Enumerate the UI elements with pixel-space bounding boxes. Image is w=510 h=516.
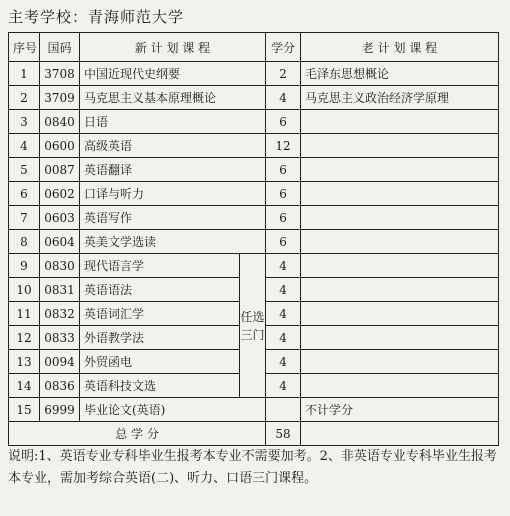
cell-credit: 6	[266, 206, 301, 230]
cell-old-course	[301, 326, 499, 350]
cell-old-course	[301, 206, 499, 230]
cell-credit: 4	[266, 86, 301, 110]
cell-course: 口译与听力	[80, 182, 266, 206]
cell-old-course	[301, 350, 499, 374]
cell-credit	[266, 398, 301, 422]
cell-code: 0836	[40, 374, 80, 398]
cell-old-course	[301, 110, 499, 134]
cell-code: 0832	[40, 302, 80, 326]
table-row	[9, 62, 499, 86]
total-value: 58	[266, 422, 301, 446]
cell-code: 3708	[40, 62, 80, 86]
cell-old-course	[301, 182, 499, 206]
cell-code: 3709	[40, 86, 80, 110]
total-row	[9, 422, 499, 446]
cell-code: 0094	[40, 350, 80, 374]
cell-seq: 10	[9, 278, 40, 302]
table-row	[9, 398, 499, 422]
cell-course: 英语语法	[80, 278, 240, 302]
cell-course: 日语	[80, 110, 266, 134]
cell-seq: 8	[9, 230, 40, 254]
table-header-row	[9, 33, 499, 62]
cell-course: 英语词汇学	[80, 302, 240, 326]
cell-course: 现代语言学	[80, 254, 240, 278]
cell-seq: 9	[9, 254, 40, 278]
cell-code: 0840	[40, 110, 80, 134]
cell-seq: 2	[9, 86, 40, 110]
cell-course: 英语翻译	[80, 158, 266, 182]
cell-code: 0830	[40, 254, 80, 278]
table-row	[9, 158, 499, 182]
cell-course: 英美文学选读	[80, 230, 266, 254]
school-title: 主考学校：青海师范大学	[8, 8, 185, 26]
cell-seq: 6	[9, 182, 40, 206]
cell-seq: 7	[9, 206, 40, 230]
cell-seq: 14	[9, 374, 40, 398]
cell-old-course: 毛泽东思想概论	[301, 62, 499, 86]
cell-seq: 1	[9, 62, 40, 86]
cell-code: 0600	[40, 134, 80, 158]
cell-credit: 6	[266, 110, 301, 134]
cell-old-course	[301, 230, 499, 254]
cell-credit: 4	[266, 350, 301, 374]
cell-seq: 4	[9, 134, 40, 158]
cell-course: 毕业论文(英语)	[80, 398, 266, 422]
header-new-course: 新 计 划 课 程	[80, 33, 266, 62]
header-code: 国码	[40, 33, 80, 62]
cell-seq: 5	[9, 158, 40, 182]
cell-credit: 4	[266, 302, 301, 326]
cell-code: 0833	[40, 326, 80, 350]
header-old-course: 老 计 划 课 程	[301, 33, 499, 62]
cell-old-course	[301, 254, 499, 278]
cell-credit: 4	[266, 278, 301, 302]
cell-credit: 6	[266, 230, 301, 254]
cell-credit: 2	[266, 62, 301, 86]
cell-course: 英语科技文选	[80, 374, 240, 398]
cell-code: 0603	[40, 206, 80, 230]
cell-seq: 3	[9, 110, 40, 134]
cell-seq: 15	[9, 398, 40, 422]
cell-old-course	[301, 302, 499, 326]
cell-course: 马克思主义基本原理概论	[80, 86, 266, 110]
elective-label: 任选三门	[240, 254, 266, 398]
cell-seq: 13	[9, 350, 40, 374]
table-row	[9, 230, 499, 254]
cell-old-course	[301, 374, 499, 398]
cell-course: 高级英语	[80, 134, 266, 158]
cell-credit: 4	[266, 374, 301, 398]
cell-old-course	[301, 158, 499, 182]
cell-seq: 12	[9, 326, 40, 350]
cell-code: 0831	[40, 278, 80, 302]
cell-old-course: 马克思主义政治经济学原理	[301, 86, 499, 110]
cell-credit: 6	[266, 182, 301, 206]
cell-credit: 4	[266, 326, 301, 350]
cell-code: 0087	[40, 158, 80, 182]
cell-credit: 12	[266, 134, 301, 158]
header-credit: 学分	[266, 33, 301, 62]
cell-old-course	[301, 278, 499, 302]
total-label: 总 学 分	[9, 422, 266, 446]
explanatory-note: 说明:1、英语专业专科毕业生报考本专业不需要加考。2、非英语专业专科毕业生报考本专业，需加考综合英语(二)、听力、口语三门课程。	[8, 449, 497, 486]
cell-course: 中国近现代史纲要	[80, 62, 266, 86]
cell-credit: 4	[266, 254, 301, 278]
cell-seq: 11	[9, 302, 40, 326]
table-row	[9, 206, 499, 230]
table-row	[9, 254, 499, 278]
header-seq: 序号	[9, 33, 40, 62]
cell-old-course	[301, 134, 499, 158]
cell-code: 0602	[40, 182, 80, 206]
total-blank	[301, 422, 499, 446]
table-row	[9, 134, 499, 158]
cell-credit: 6	[266, 158, 301, 182]
cell-code: 0604	[40, 230, 80, 254]
cell-course: 英语写作	[80, 206, 266, 230]
cell-course: 外语教学法	[80, 326, 240, 350]
table-row	[9, 182, 499, 206]
table-row	[9, 110, 499, 134]
cell-old-course: 不计学分	[301, 398, 499, 422]
cell-code: 6999	[40, 398, 80, 422]
table-row	[9, 86, 499, 110]
cell-course: 外贸函电	[80, 350, 240, 374]
course-table	[8, 32, 499, 446]
